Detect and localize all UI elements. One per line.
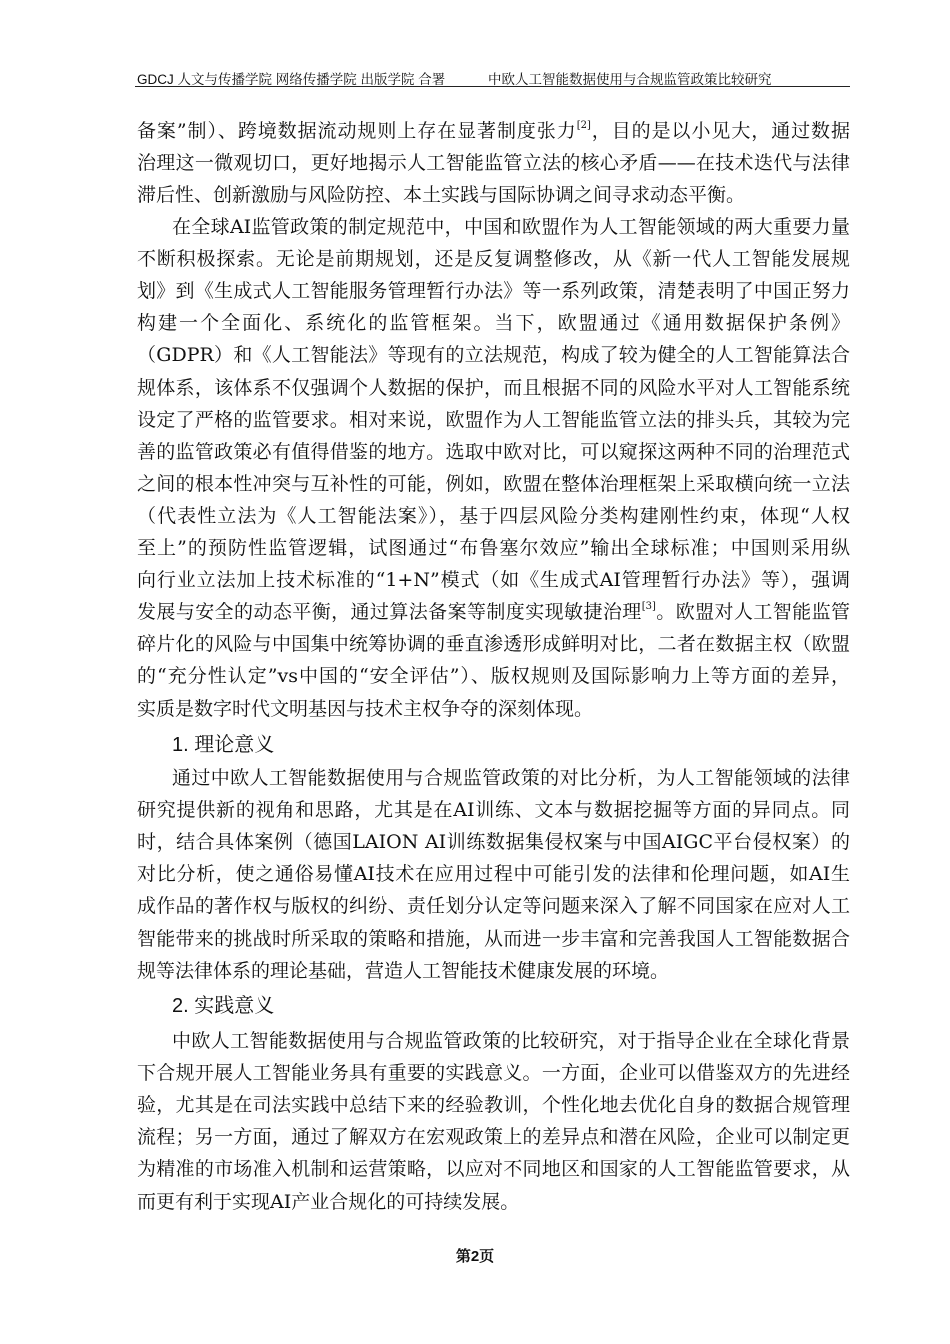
running-header — [135, 66, 850, 87]
paragraph-3-line: 规等法律体系的理论基础，营造人工智能技术健康发展的环境。 — [137, 959, 670, 982]
paragraph-2-line: 之间的根本性冲突与互补性的可能，例如，欧盟在整体治理框架上采取横向统一立法 — [137, 472, 850, 495]
paragraph-4-line: 验，尤其是在司法实践中总结下来的经验教训，个性化地去优化自身的数据合规管理 — [137, 1094, 850, 1117]
footnote-ref: [2] — [576, 120, 591, 131]
paragraph-3-line: 成作品的著作权与版权的纠纷、责任划分认定等问题来深入了解不同国家在应对人工 — [137, 895, 850, 918]
paragraph-2-line: 的“充分性认定”vs中国的“安全评估”）、版权规则及国际影响力上等方面的差异， — [137, 665, 850, 688]
paragraph-3-line: 智能带来的挑战时所采取的策略和措施，从而进一步丰富和完善我国人工智能数据合 — [137, 927, 850, 950]
paragraph-4-line: 为精准的市场准入机制和运营策略，以应对不同地区和国家的人工智能监管要求，从 — [137, 1158, 850, 1181]
paragraph-3-line: 通过中欧人工智能数据使用与合规监管政策的对比分析，为人工智能领域的法律 — [172, 767, 850, 789]
paragraph-4-line: 流程；另一方面，通过了解双方在宏观政策上的差异点和潜在风险，企业可以制定更 — [137, 1126, 850, 1149]
paragraph-4-line: 下合规开展人工智能业务具有重要的实践意义。一方面，企业可以借鉴双方的先进经 — [137, 1062, 850, 1085]
paragraph-1-line: 滞后性、创新激励与风险防控、本土实践与国际协调之间寻求动态平衡。 — [137, 184, 746, 207]
section-heading-theory: 1. 理论意义 — [172, 734, 275, 756]
paragraph-2-line: 向行业立法加上技术标准的“1+N”模式（如《生成式AI管理暂行办法》等），强调 — [137, 569, 850, 592]
paragraph-2-line: 规体系，该体系不仅强调个人数据的保护，而且根据不同的风险水平对人工智能系统 — [137, 376, 850, 399]
paragraph-3-line: 对比分析，使之通俗易懂AI技术在应用过程中可能引发的法律和伦理问题，如AI生 — [137, 863, 850, 886]
paragraph-1-line: 治理这一微观切口，更好地揭示人工智能监管立法的核心矛盾——在技术迭代与法律 — [137, 152, 850, 175]
paragraph-2-line: 不断积极探索。无论是前期规划，还是反复调整修改，从《新一代人工智能发展规 — [137, 248, 850, 271]
paragraph-2-line: 善的监管政策必有值得借鉴的地方。选取中欧对比，可以窥探这两种不同的治理范式 — [137, 440, 850, 463]
paragraph-2-line: 至上”的预防性监管逻辑，试图通过“布鲁塞尔效应”输出全球标准；中国则采用纵 — [137, 537, 850, 559]
paragraph-4-line: 而更有利于实现AI产业合规化的可持续发展。 — [137, 1190, 520, 1213]
paragraph-2-line: 划》到《生成式人工智能服务管理暂行办法》等一系列政策，清楚表明了中国正努力 — [137, 280, 850, 303]
paragraph-2-line: 碎片化的风险与中国集中统筹协调的垂直渗透形成鲜明对比，二者在数据主权（欧盟 — [137, 633, 850, 656]
paragraph-2-line: 在全球AI监管政策的制定规范中，中国和欧盟作为人工智能领域的两大重要力量 — [172, 216, 850, 238]
header-title: 中欧人工智能数据使用与合规监管政策比较研究 — [488, 72, 772, 87]
paragraph-2-line: （代表性立法为《人工智能法案》），基于四层风险分类构建刚性约束，体现“人权 — [137, 504, 850, 527]
paragraph-3-line: 时，结合具体案例（德国LAION AI训练数据集侵权案与中国AIGC平台侵权案）的 — [137, 831, 850, 854]
paragraph-2-line: 构建一个全面化、系统化的监管框架。当下，欧盟通过《通用数据保护条例》 — [137, 312, 850, 335]
header-authors: GDCJ 人文与传播学院 网络传播学院 出版学院 合署 — [137, 72, 446, 87]
page-number: 第2页 — [455, 1248, 495, 1265]
section-heading-practice: 2. 实践意义 — [172, 995, 275, 1017]
paragraph-1-line: 备案”制）、跨境数据流动规则上存在显著制度张力[2]，目的是以小见大，通过数据 — [137, 120, 850, 142]
footnote-ref: [3] — [641, 601, 656, 613]
paragraph-2-line: 发展与安全的动态平衡，通过算法备案等制度实现敏捷治理[3]。欧盟对人工智能监管 — [137, 601, 850, 624]
paragraph-3-line: 研究提供新的视角和思路，尤其是在AI训练、文本与数据挖掘等方面的异同点。同 — [137, 799, 850, 822]
paragraph-2-line: 实质是数字时代文明基因与技术主权争夺的深刻体现。 — [137, 697, 594, 720]
paragraph-2-line: （GDPR）和《人工智能法》等现有的立法规范，构成了较为健全的人工智能算法合 — [137, 344, 850, 367]
paragraph-4-line: 中欧人工智能数据使用与合规监管政策的比较研究，对于指导企业在全球化背景 — [172, 1030, 850, 1052]
paragraph-2-line: 设定了严格的监管要求。相对来说，欧盟作为人工智能监管立法的排头兵，其较为完 — [137, 408, 850, 431]
